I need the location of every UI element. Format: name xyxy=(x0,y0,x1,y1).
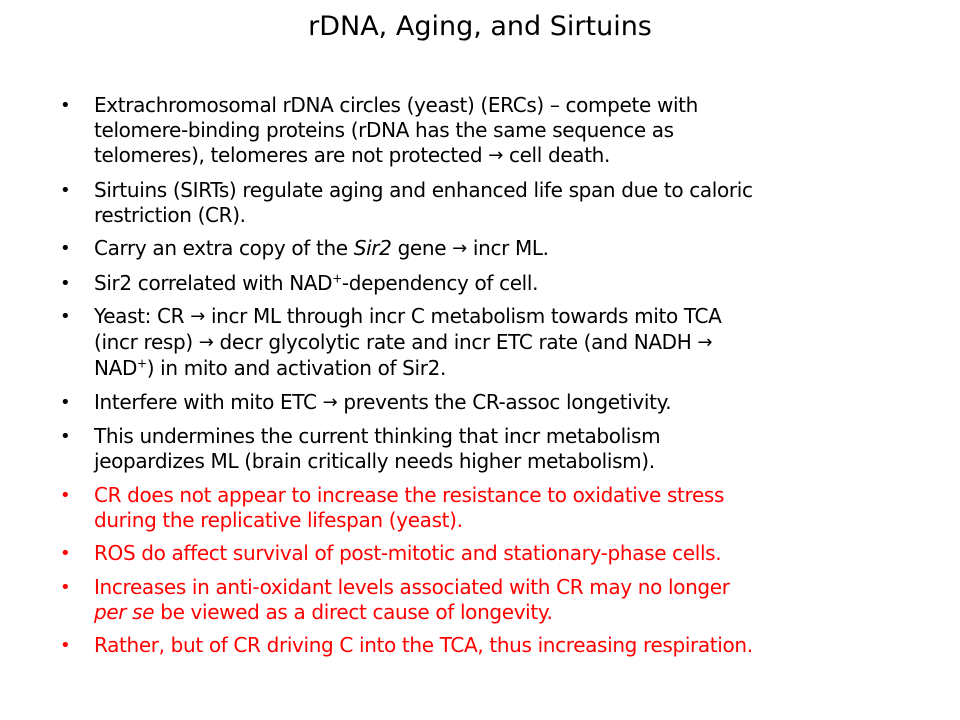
bullet-item xyxy=(58,424,938,474)
bullet-line: ROS do affect survival of post-mitotic and stationary-phase cells. xyxy=(94,541,722,565)
bullet-item-highlight xyxy=(58,575,938,625)
bullet-item xyxy=(58,178,938,228)
bullet-line: restriction (CR). xyxy=(94,202,246,227)
bullet-dot: • xyxy=(60,576,71,598)
bullet-dot: • xyxy=(60,179,71,201)
bullet-item-highlight xyxy=(58,483,938,533)
bullet-line: jeopardizes ML (brain critically needs higher metabolism). xyxy=(94,449,655,473)
bullet-line: telomere-binding proteins (rDNA has the same sequence as xyxy=(94,118,674,142)
right-arrow-icon: → xyxy=(190,306,205,327)
bullet-line: Rather, but of CR driving C into the TCA, thus increasing respiration. xyxy=(94,633,753,657)
latin-phrase: per se xyxy=(94,599,155,624)
bullet-line: NAD+) in mito and activation of Sir2. xyxy=(94,356,446,380)
bullet-dot: • xyxy=(60,484,71,506)
superscript-plus: + xyxy=(137,356,147,371)
superscript-plus: + xyxy=(332,270,342,285)
right-arrow-icon: → xyxy=(452,238,467,259)
bullet-line: CR does not appear to increase the resistance to oxidative stress xyxy=(94,482,725,507)
bullet-line: Sir2 correlated with NAD+-dependency of cell. xyxy=(94,270,539,295)
bullet-line: per se be viewed as a direct cause of longevity. xyxy=(94,599,553,624)
bullet-item xyxy=(58,390,938,416)
bullet-line: during the replicative lifespan (yeast). xyxy=(94,507,463,532)
right-arrow-icon: → xyxy=(697,332,713,353)
bullet-dot: • xyxy=(60,543,71,564)
bullet-line: Carry an extra copy of the Sir2 gene → incr ML. xyxy=(94,236,549,260)
bullet-line: Increases in anti-oxidant levels associated with CR may no longer xyxy=(94,574,730,599)
bullet-dot: • xyxy=(60,635,71,656)
bullet-dot: • xyxy=(60,426,71,447)
bullet-line: Interfere with mito ETC → prevents the CR-assoc longetivity. xyxy=(94,389,672,414)
right-arrow-icon: → xyxy=(488,145,503,166)
bullet-line: This undermines the current thinking that incr metabolism xyxy=(94,424,661,448)
bullet-line: (incr resp) → decr glycolytic rate and incr ETC rate (and NADH → xyxy=(94,330,713,354)
bullet-dot: • xyxy=(60,95,71,116)
bullet-dot: • xyxy=(60,238,71,259)
bullet-item xyxy=(58,271,938,296)
gene-name: Sir2 xyxy=(353,236,392,260)
bullet-item xyxy=(58,236,938,262)
bullet-dot: • xyxy=(60,272,71,294)
bullet-dot: • xyxy=(60,306,71,327)
bullet-item xyxy=(58,93,938,169)
bullet-line: Extrachromosomal rDNA circles (yeast) (ERCs) – compete with xyxy=(94,93,698,117)
bullet-list xyxy=(58,93,938,667)
bullet-dot: • xyxy=(60,391,71,413)
bullet-line: Sirtuins (SIRTs) regulate aging and enhanced life span due to caloric xyxy=(94,177,753,202)
bullet-line: telomeres), telomeres are not protected → cell death. xyxy=(94,143,611,167)
bullet-item xyxy=(58,304,938,381)
right-arrow-icon: → xyxy=(198,332,214,353)
bullet-item-highlight xyxy=(58,541,938,566)
bullet-line: Yeast: CR → incr ML through incr C metabolism towards mito TCA xyxy=(94,304,722,328)
slide-title: rDNA, Aging, and Sirtuins xyxy=(308,11,652,42)
right-arrow-icon: → xyxy=(322,391,338,413)
bullet-item-highlight xyxy=(58,633,938,658)
